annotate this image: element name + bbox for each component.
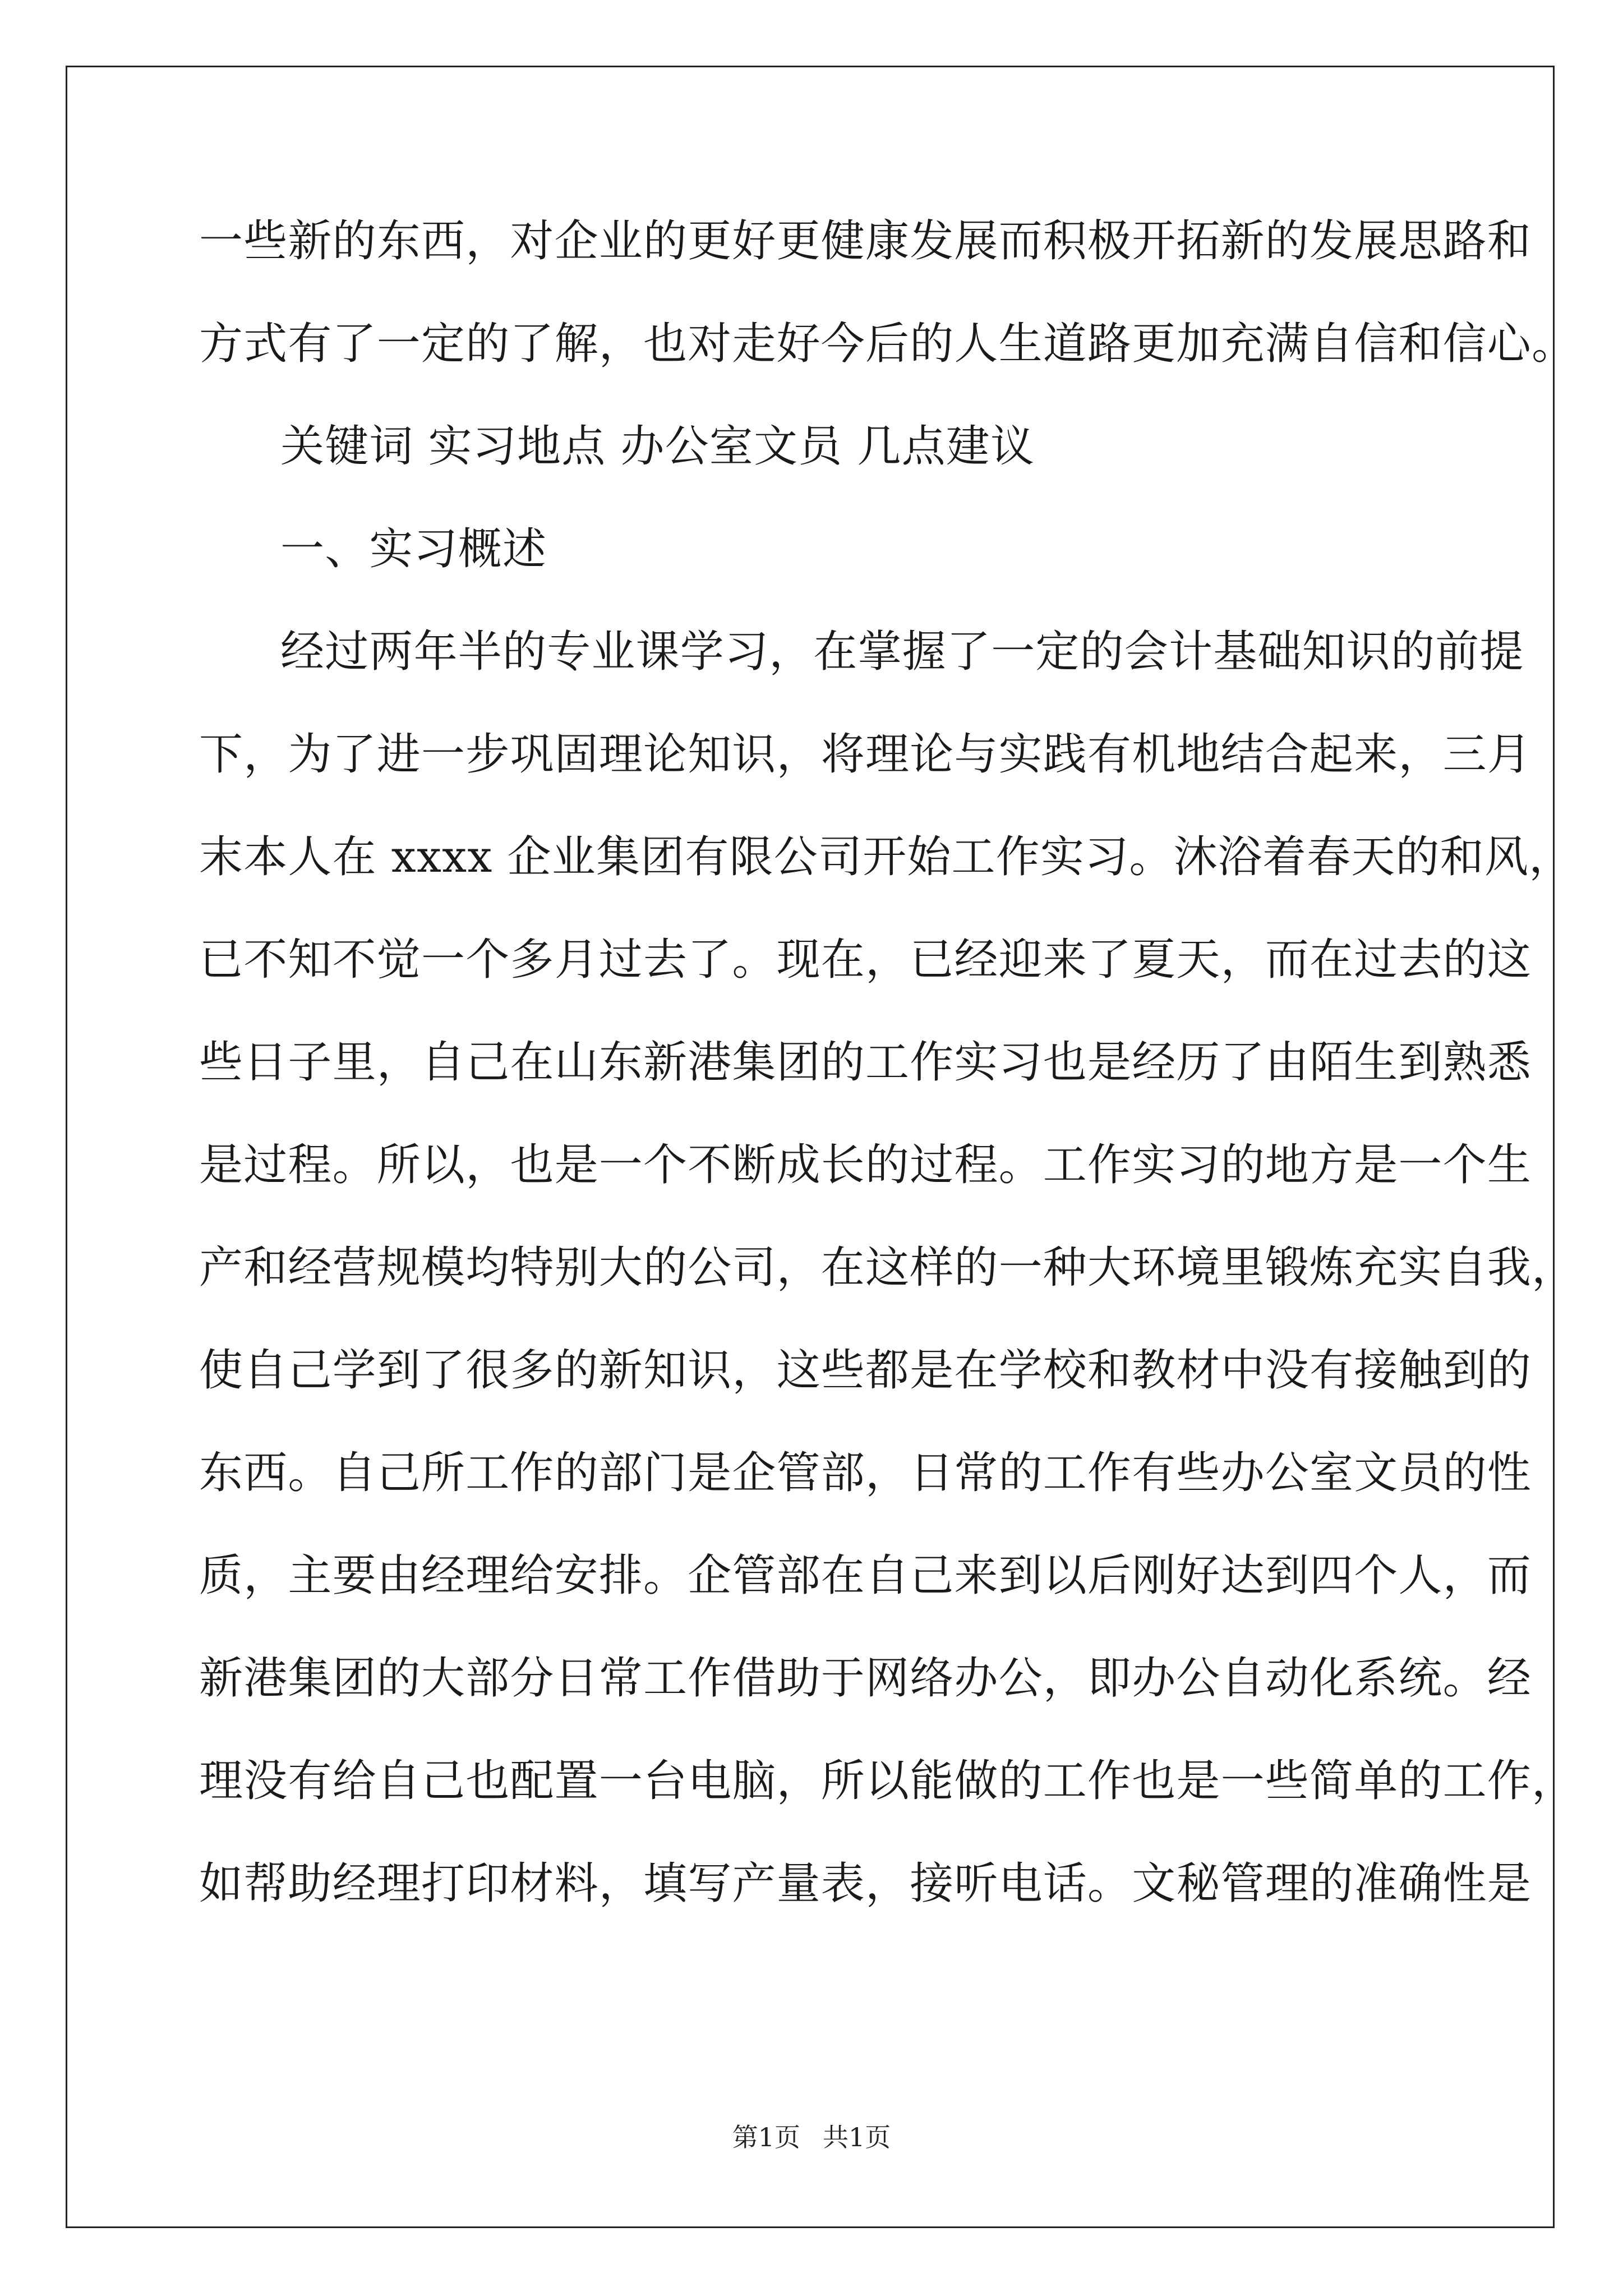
text-line: 质，主要由经理给安排。企管部在自己来到以后刚好达到四个人，而 <box>199 1550 1532 1601</box>
text-line: 产和经营规模均特别大的公司，在这样的一种大环境里锻炼充实自我， <box>199 1243 1576 1293</box>
text-line: 使自己学到了很多的新知识，这些都是在学校和教材中没有接触到的 <box>199 1345 1532 1396</box>
keywords-line: 关键词 实习地点 办公室文员 几点建议 <box>280 421 1035 472</box>
text-line: 新港集团的大部分日常工作借助于网络办公，即办公自动化系统。经 <box>199 1653 1532 1704</box>
text-line: 东西。自己所工作的部门是企管部，日常的工作有些办公室文员的性 <box>199 1448 1532 1498</box>
text-line: 如帮助经理打印材料，填写产量表，接听电话。文秘管理的准确性是 <box>199 1858 1532 1909</box>
text-line: 些日子里，自己在山东新港集团的工作实习也是经历了由陌生到熟悉 <box>199 1037 1532 1088</box>
page-number: 第1页 <box>732 2122 800 2152</box>
page-footer <box>0 2120 1623 2154</box>
section-heading: 一、实习概述 <box>280 524 547 574</box>
page-total: 共1页 <box>823 2122 891 2152</box>
text-line: 末本人在 xxxx 企业集团有限公司开始工作实习。沐浴着春天的和风， <box>199 832 1574 882</box>
text-line: 一些新的东西，对企业的更好更健康发展而积极开拓新的发展思路和 <box>199 216 1532 266</box>
text-line: 理没有给自己也配置一台电脑，所以能做的工作也是一些简单的工作， <box>199 1756 1576 1806</box>
text-line: 是过程。所以，也是一个不断成长的过程。工作实习的地方是一个生 <box>199 1140 1532 1190</box>
text-line: 经过两年半的专业课学习，在掌握了一定的会计基础知识的前提 <box>280 627 1524 677</box>
text-line: 已不知不觉一个多月过去了。现在，已经迎来了夏天，而在过去的这 <box>199 935 1532 985</box>
text-line: 下，为了进一步巩固理论知识，将理论与实践有机地结合起来，三月 <box>199 729 1532 780</box>
text-line: 方式有了一定的了解，也对走好今后的人生道路更加充满自信和信心。 <box>199 319 1576 369</box>
